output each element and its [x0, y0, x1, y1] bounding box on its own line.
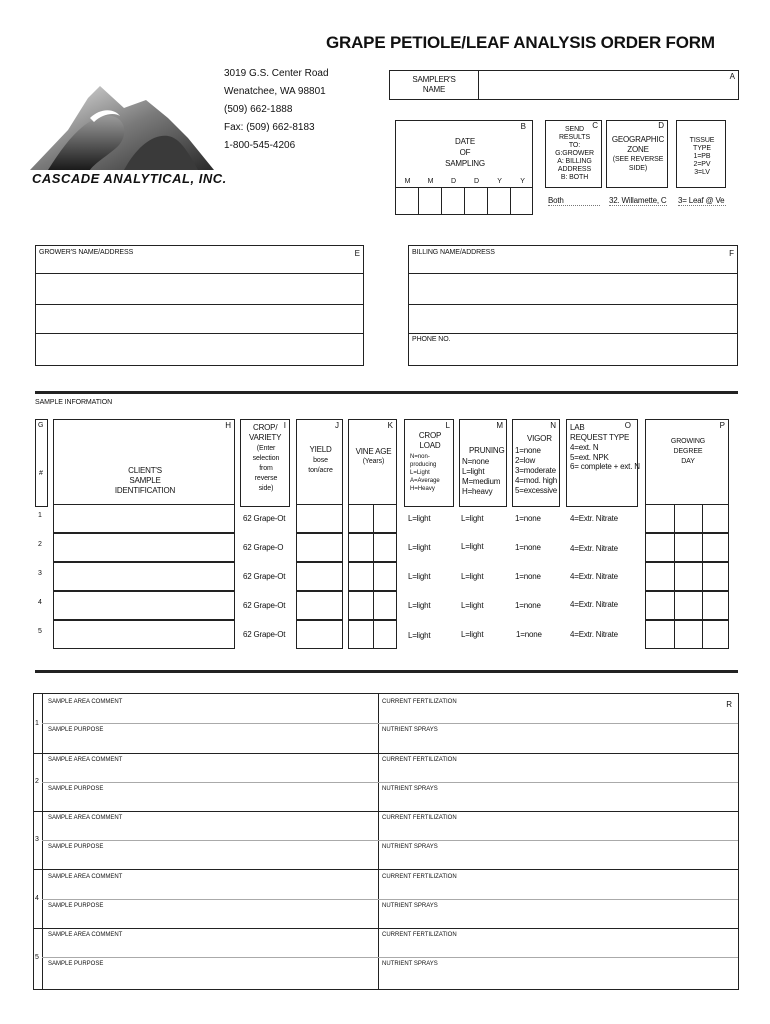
sampler-name-field[interactable] — [389, 70, 739, 100]
current-fertilization-label: CURRENT FERTILIZATION — [382, 874, 457, 880]
lab-request-option: 6= complete + ext. N — [570, 462, 640, 471]
crop-load-value[interactable]: L=light — [408, 601, 431, 610]
client-id-input[interactable] — [53, 504, 235, 533]
yield-label: ton/acre — [308, 467, 333, 474]
sample-area-comment-label: SAMPLE AREA COMMENT — [48, 699, 123, 705]
billing-label: BILLING NAME/ADDRESS — [412, 249, 495, 256]
send-results-box — [545, 120, 602, 188]
geo-label: (SEE REVERSE — [612, 156, 664, 163]
send-label: TO: — [568, 142, 581, 149]
billing-line-input[interactable] — [409, 274, 737, 304]
pruning-value[interactable]: L=light — [461, 572, 484, 581]
lab-request-value[interactable]: 4=Extr. Nitrate — [570, 572, 618, 581]
comment-divider — [42, 723, 738, 724]
header-growing-degree-day — [645, 419, 729, 507]
crop-load-option: A=Average — [410, 478, 440, 484]
date-col-label: D — [474, 178, 479, 185]
vine-age-input[interactable] — [348, 591, 397, 620]
comment-block-number: 3 — [35, 836, 39, 843]
gdd-label: DEGREE — [673, 448, 703, 455]
pruning-option: M=medium — [462, 477, 501, 486]
client-id-label: CLIENT'S — [128, 466, 162, 475]
date-col-label: D — [451, 178, 456, 185]
sample-purpose-label: SAMPLE PURPOSE — [48, 961, 104, 967]
fax-line: Fax: (509) 662-8183 — [224, 122, 315, 133]
lab-request-label: LAB — [570, 423, 585, 432]
row-number: 1 — [38, 512, 42, 519]
row-number: 5 — [38, 628, 42, 635]
yield-input[interactable] — [296, 591, 343, 620]
date-digit-cell[interactable] — [511, 187, 532, 214]
sample-area-comment-label: SAMPLE AREA COMMENT — [48, 932, 123, 938]
comment-divider — [42, 840, 738, 841]
pruning-value[interactable]: L=light — [461, 601, 484, 610]
nutrient-sprays-label: NUTRIENT SPRAYS — [382, 786, 438, 792]
client-id-label: SAMPLE — [129, 476, 161, 485]
crop-load-option: L=Light — [410, 470, 430, 476]
send-results-value[interactable]: Both — [548, 196, 600, 206]
date-col-label: Y — [520, 178, 525, 185]
sample-area-comment-label: SAMPLE AREA COMMENT — [48, 815, 123, 821]
sample-area-comment-label: SAMPLE AREA COMMENT — [48, 874, 123, 880]
vigor-value[interactable]: 1=none — [515, 543, 541, 552]
nutrient-sprays-label: NUTRIENT SPRAYS — [382, 961, 438, 967]
comment-block-number: 5 — [35, 954, 39, 961]
crop-variety-value[interactable]: 62 Grape-Ot — [243, 630, 286, 639]
crop-load-value[interactable]: L=light — [408, 514, 431, 523]
crop-variety-value[interactable]: 62 Grape-Ot — [243, 514, 286, 523]
grower-line-input[interactable] — [36, 274, 363, 304]
sample-purpose-label: SAMPLE PURPOSE — [48, 727, 104, 733]
crop-load-option: producing — [410, 462, 437, 468]
date-of-sampling-box — [395, 120, 533, 215]
field-code: F — [729, 249, 734, 258]
yield-label: bose — [313, 457, 328, 464]
field-code: E — [354, 249, 360, 258]
send-label: A: BILLING — [557, 158, 592, 165]
lab-request-value[interactable]: 4=Extr. Nitrate — [570, 544, 618, 553]
comment-divider — [42, 899, 738, 900]
grower-line-input[interactable] — [36, 305, 363, 333]
yield-input[interactable] — [296, 562, 343, 591]
vine-age-label: VINE AGE — [355, 447, 392, 456]
tollfree-line: 1-800-545-4206 — [224, 140, 296, 151]
lab-request-value[interactable]: 4=Extr. Nitrate — [570, 514, 618, 523]
gdd-input[interactable] — [645, 504, 729, 533]
send-label: ADDRESS — [557, 166, 592, 173]
tissue-label: 2=PV — [693, 161, 711, 168]
comment-divider — [42, 957, 738, 958]
field-code: D — [658, 121, 664, 130]
gdd-input[interactable] — [645, 533, 729, 562]
yield-input[interactable] — [296, 504, 343, 533]
yield-input[interactable] — [296, 620, 343, 649]
vigor-value[interactable]: 1=none — [515, 514, 541, 523]
tissue-label: 3=LV — [694, 169, 710, 176]
tissue-label: TYPE — [693, 145, 711, 152]
send-label: SEND — [564, 126, 585, 133]
crop-load-option: N=non- — [410, 454, 430, 460]
crop-variety-value[interactable]: 62 Grape-O — [243, 543, 284, 552]
vigor-option: 2=low — [515, 456, 536, 465]
yield-label: YIELD — [309, 445, 332, 454]
client-id-input[interactable] — [53, 620, 235, 649]
geo-label: ZONE — [627, 145, 649, 154]
send-label: B: BOTH — [560, 174, 589, 181]
comments-table — [33, 693, 739, 990]
date-digit-cell[interactable] — [488, 187, 511, 214]
col-code: K — [387, 421, 393, 430]
row-number: 2 — [38, 541, 42, 548]
yield-input[interactable] — [296, 533, 343, 562]
client-id-input[interactable] — [53, 562, 235, 591]
crop-label: side) — [258, 485, 274, 492]
vine-age-input[interactable] — [348, 533, 397, 562]
geographic-zone-value[interactable]: 32. Willamette, C — [609, 196, 667, 205]
col-code: J — [335, 421, 339, 430]
crop-load-label: LOAD — [419, 441, 441, 450]
crop-label: (Enter — [256, 445, 276, 452]
grower-label: GROWER'S NAME/ADDRESS — [39, 249, 134, 256]
pruning-option: L=light — [462, 467, 485, 476]
nutrient-sprays-label: NUTRIENT SPRAYS — [382, 844, 438, 850]
col-code: G — [38, 422, 44, 429]
row-number-label: # — [39, 470, 43, 477]
header-g — [35, 419, 48, 507]
crop-load-value[interactable]: L=light — [408, 572, 431, 581]
geo-label: SIDE) — [628, 165, 648, 172]
sampler-label: SAMPLER'S — [412, 75, 456, 84]
date-col-label: M — [404, 178, 411, 185]
date-col-label: M — [427, 178, 434, 185]
billing-address-box — [408, 245, 738, 366]
date-label: SAMPLING — [445, 159, 485, 168]
date-digit-cell[interactable] — [396, 187, 419, 214]
tissue-type-box — [676, 120, 726, 188]
client-id-label: IDENTIFICATION — [114, 486, 176, 495]
pruning-value[interactable]: L=light — [461, 542, 484, 551]
crop-label: VARIETY — [249, 433, 282, 442]
sample-purpose-label: SAMPLE PURPOSE — [48, 903, 104, 909]
comment-divider — [42, 782, 738, 783]
field-code: R — [726, 700, 732, 709]
header-vine-age — [348, 419, 397, 507]
col-code: L — [445, 421, 450, 430]
header-pruning — [459, 419, 507, 507]
tissue-label: TISSUE — [689, 137, 715, 144]
crop-label: reverse — [254, 475, 278, 482]
client-id-input[interactable] — [53, 533, 235, 562]
pruning-option: N=none — [462, 457, 490, 466]
billing-line-input[interactable] — [409, 305, 737, 333]
grower-address-box — [35, 245, 364, 366]
vine-age-label: (Years) — [362, 458, 385, 465]
comment-block-number: 4 — [35, 895, 39, 902]
geographic-zone-box — [606, 120, 668, 188]
header-lab-request — [566, 419, 638, 507]
pruning-value[interactable]: L=light — [461, 630, 484, 639]
pruning-label: PRUNING — [469, 446, 505, 455]
lab-request-value[interactable]: 4=Extr. Nitrate — [570, 600, 618, 609]
vine-age-input[interactable] — [348, 504, 397, 533]
address-line: 3019 G.S. Center Road — [224, 68, 329, 79]
gdd-label: DAY — [681, 458, 695, 465]
vigor-value[interactable]: 1=none — [516, 630, 542, 639]
col-code: N — [550, 421, 556, 430]
sample-purpose-label: SAMPLE PURPOSE — [48, 786, 104, 792]
client-id-input[interactable] — [53, 591, 235, 620]
date-digit-cell[interactable] — [419, 187, 442, 214]
vigor-option: 4=mod. high — [515, 476, 558, 485]
date-label: OF — [459, 148, 471, 157]
vine-age-input[interactable] — [348, 620, 397, 649]
send-label: RESULTS — [558, 134, 591, 141]
crop-label: CROP/ — [253, 423, 278, 432]
grower-line-input[interactable] — [36, 334, 363, 365]
section-divider — [35, 391, 738, 394]
col-code: I — [283, 421, 286, 430]
pruning-value[interactable]: L=light — [461, 514, 484, 523]
current-fertilization-label: CURRENT FERTILIZATION — [382, 932, 457, 938]
tissue-type-value[interactable]: 3= Leaf @ Ve — [678, 196, 725, 205]
gdd-input[interactable] — [645, 591, 729, 620]
current-fertilization-label: CURRENT FERTILIZATION — [382, 699, 457, 705]
sample-info-label: SAMPLE INFORMATION — [35, 399, 113, 406]
crop-label: selection — [252, 455, 280, 462]
crop-label: from — [259, 465, 273, 472]
date-col-label: Y — [497, 178, 502, 185]
mountain-logo-icon — [28, 78, 218, 174]
lab-request-label: REQUEST TYPE — [570, 433, 630, 442]
crop-load-label: CROP — [418, 431, 442, 440]
vine-age-input[interactable] — [348, 562, 397, 591]
field-code: C — [592, 121, 598, 130]
crop-variety-value[interactable]: 62 Grape-Ot — [243, 572, 286, 581]
header-client-id — [53, 419, 235, 507]
company-logo — [28, 78, 227, 190]
crop-load-value[interactable]: L=light — [408, 631, 431, 640]
col-code: H — [225, 421, 231, 430]
send-label: G:GROWER — [555, 150, 594, 157]
gdd-input[interactable] — [645, 562, 729, 591]
date-digit-cell[interactable] — [442, 187, 465, 214]
vigor-label: VIGOR — [527, 434, 552, 443]
col-code: O — [624, 421, 631, 430]
gdd-label: GROWING — [670, 438, 706, 445]
sample-rows — [0, 504, 770, 654]
col-code: M — [496, 421, 503, 430]
header-yield — [296, 419, 343, 507]
lab-request-option: 5=ext. NPK — [570, 453, 609, 462]
geo-label: GEOGRAPHIC — [611, 135, 665, 144]
comment-block-number: 1 — [35, 720, 39, 727]
crop-variety-value[interactable]: 62 Grape-Ot — [243, 601, 286, 610]
row-number: 4 — [38, 599, 42, 606]
lab-request-value[interactable]: 4=Extr. Nitrate — [570, 630, 618, 639]
lab-request-option: 4=ext. N — [570, 443, 599, 452]
header-crop-load — [404, 419, 454, 507]
company-logo-text: CASCADE ANALYTICAL, INC. — [32, 171, 227, 186]
col-code: P — [719, 421, 725, 430]
current-fertilization-label: CURRENT FERTILIZATION — [382, 815, 457, 821]
field-code: A — [729, 72, 735, 81]
vigor-option: 5=excessive — [515, 486, 558, 495]
comment-block-number: 2 — [35, 778, 39, 785]
phone-label: PHONE NO. — [412, 336, 451, 343]
sampler-label: NAME — [422, 85, 446, 94]
phone-line: (509) 662-1888 — [224, 104, 293, 115]
row-number: 3 — [38, 570, 42, 577]
address-line: Wenatchee, WA 98801 — [224, 86, 326, 97]
date-digit-cell[interactable] — [465, 187, 488, 214]
date-label: DATE — [455, 137, 475, 146]
section-divider — [35, 670, 738, 673]
tissue-label: 1=PB — [693, 153, 711, 160]
crop-load-value[interactable]: L=light — [408, 543, 431, 552]
sample-area-comment-label: SAMPLE AREA COMMENT — [48, 757, 123, 763]
nutrient-sprays-label: NUTRIENT SPRAYS — [382, 727, 438, 733]
sample-purpose-label: SAMPLE PURPOSE — [48, 844, 104, 850]
gdd-input[interactable] — [645, 620, 729, 649]
header-vigor — [512, 419, 560, 507]
vigor-value[interactable]: 1=none — [515, 601, 541, 610]
field-code: B — [520, 122, 526, 131]
crop-load-option: H=Heavy — [410, 486, 435, 492]
current-fertilization-label: CURRENT FERTILIZATION — [382, 757, 457, 763]
vigor-option: 1=none — [515, 446, 541, 455]
vigor-option: 3=moderate — [515, 466, 556, 475]
pruning-option: H=heavy — [462, 487, 493, 496]
header-crop-variety — [240, 419, 290, 507]
vigor-value[interactable]: 1=none — [515, 572, 541, 581]
nutrient-sprays-label: NUTRIENT SPRAYS — [382, 903, 438, 909]
form-title: GRAPE PETIOLE/LEAF ANALYSIS ORDER FORM — [326, 33, 715, 52]
